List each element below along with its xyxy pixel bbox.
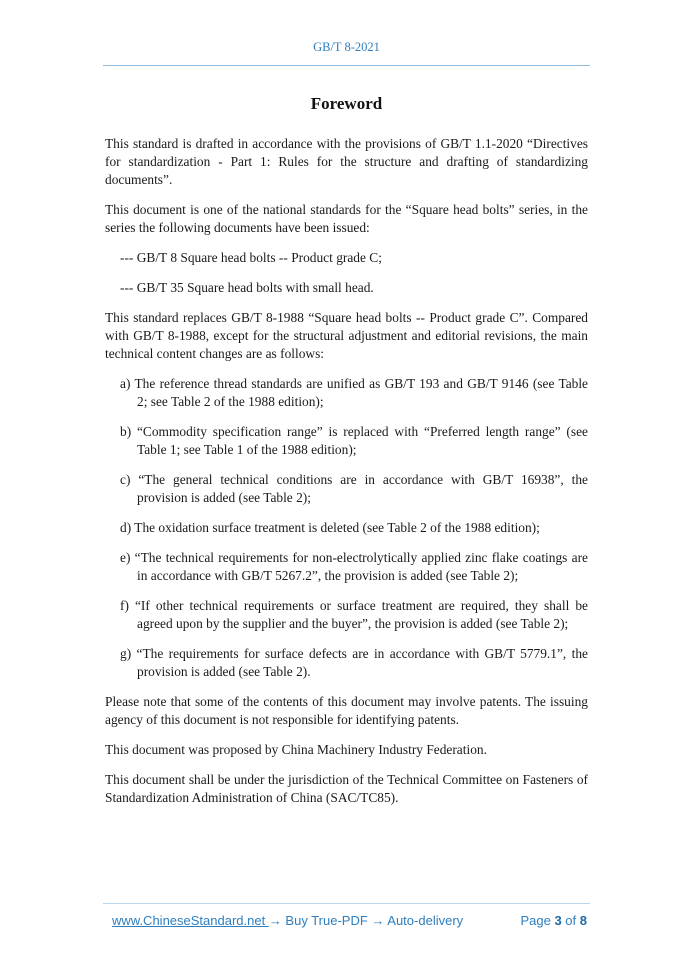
page-current: 3: [554, 913, 562, 928]
change-list-item: g) “The requirements for surface defects are in accordance with GB/T 5779.1”, the provision is added (see Table 2).: [120, 646, 588, 679]
document-body: [105, 135, 588, 819]
paragraph-replaces: This standard replaces GB/T 8-1988 “Square head bolts -- Product grade C”. Compared with GB/T 8-1988, except for the structural adjustment and editorial revisions, the main technical content changes are as follows:: [105, 310, 588, 361]
paragraph-proposed-by: This document was proposed by China Machinery Industry Federation.: [105, 742, 487, 757]
series-list-item: --- GB/T 8 Square head bolts -- Product grade C;: [120, 250, 382, 265]
page-label: Page: [520, 913, 551, 928]
footer-promo: [112, 913, 463, 928]
change-list-item: a) The reference thread standards are unified as GB/T 193 and GB/T 9146 (see Table 2; see Table 2 of the 1988 edition);: [120, 376, 588, 409]
paragraph-jurisdiction: This document shall be under the jurisdiction of the Technical Committee on Fasteners of Standardization Administration of China (SAC/TC85).: [105, 772, 588, 805]
page-footer: [112, 913, 587, 928]
page-indicator: [520, 913, 587, 928]
change-list-item: b) “Commodity specification range” is replaced with “Preferred length range” (see Table 1; see Table 1 of the 1988 edition);: [120, 424, 588, 457]
page-title: Foreword: [310, 94, 383, 113]
header-divider: [103, 65, 590, 66]
website-link[interactable]: www.ChineseStandard.net: [112, 913, 269, 928]
change-list-item: c) “The general technical conditions are in accordance with GB/T 16938”, the provision is added (see Table 2);: [120, 472, 588, 505]
series-list-item: --- GB/T 35 Square head bolts with small head.: [120, 280, 374, 295]
change-list-item: e) “The technical requirements for non-electrolytically applied zinc flake coatings are in accordance with GB/T 5267.2”, the provision is added (see Table 2);: [120, 550, 588, 583]
footer-divider: [103, 903, 590, 904]
paragraph-series-intro: This document is one of the national standards for the “Square head bolts” series, in the series the following documents have been issued:: [105, 202, 588, 235]
change-list-item: d) The oxidation surface treatment is deleted (see Table 2 of the 1988 edition);: [120, 520, 540, 535]
page-of-label: of: [565, 913, 577, 928]
change-list-item: f) “If other technical requirements or surface treatment are required, they shall be agreed upon by the supplier and the buyer”, the provision is added (see Table 2);: [120, 598, 588, 631]
page-total: 8: [579, 913, 587, 928]
paragraph-patents-notice: Please note that some of the contents of this document may involve patents. The issuing agency of this document is not responsible for identifying patents.: [105, 694, 588, 727]
header-doc-code: GB/T 8-2021: [313, 40, 380, 54]
footer-tagline: → Buy True-PDF → Auto-delivery: [268, 913, 464, 928]
paragraph-drafting-basis: This standard is drafted in accordance with the provisions of GB/T 1.1-2020 “Directives for standardization - Part 1: Rules for the structure and drafting of standardizing documents”.: [105, 136, 588, 187]
